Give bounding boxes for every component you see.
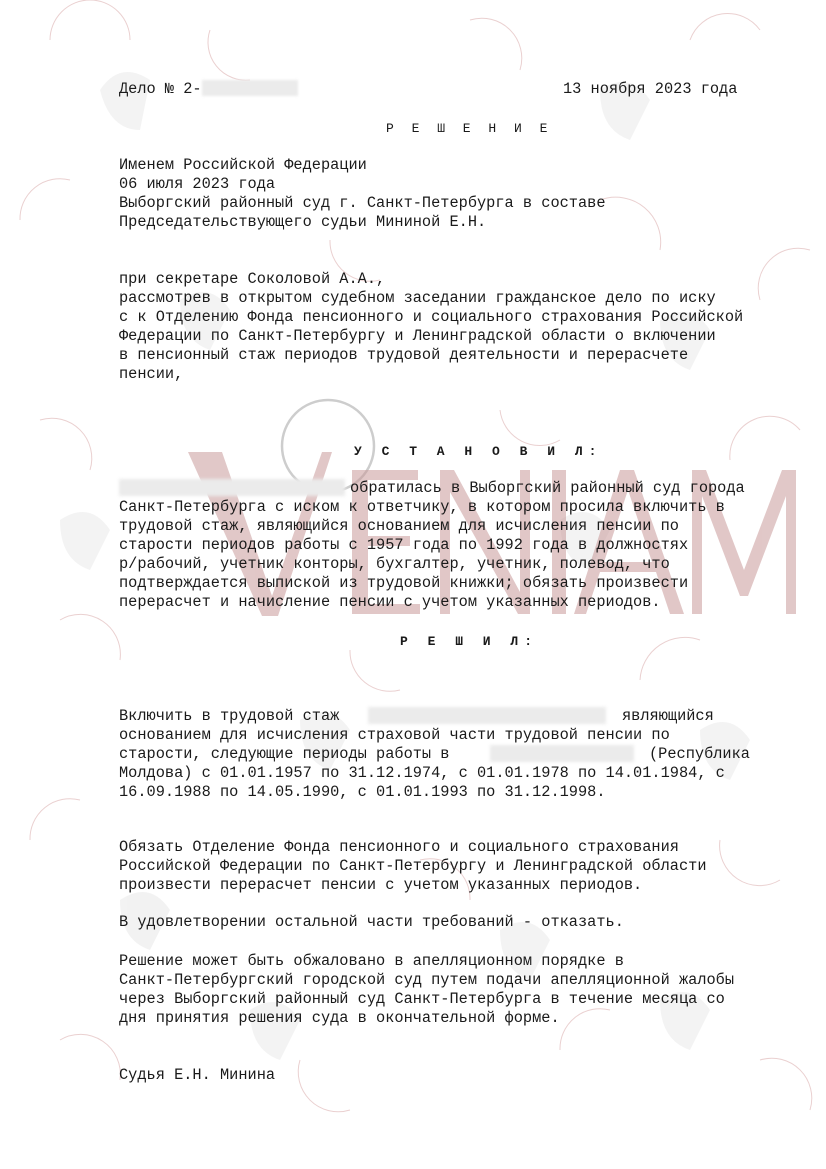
decision-p1-line-4: Молдова) с 01.01.1957 по 31.12.1974, с 01.01.1978 по 14.01.1984, с — [119, 764, 725, 782]
established-heading: У С Т А Н О В И Л: — [354, 444, 603, 459]
redacted-plaintiff-name — [119, 479, 345, 496]
established-line-5: р/рабочий, учетник конторы, бухгалтер, учетник, полевод, что — [119, 555, 670, 573]
judge-signature: Судья Е.Н. Минина — [119, 1066, 276, 1084]
established-line-4: старости периодов работы с 1957 года по 1992 года в должностях — [119, 536, 689, 554]
decision-p1-line-3-head: старости, следующие периоды работы в — [119, 745, 450, 763]
decided-heading: Р Е Ш И Л: — [400, 634, 539, 649]
decision-p2-line-2: Российской Федерации по Санкт-Петербургу и Ленинградской области — [119, 857, 707, 875]
redacted-plaintiff-name-2 — [368, 707, 606, 724]
redacted-employer-name — [490, 745, 634, 762]
consider-line-3: с к Отделению Фонда пенсионного и социального страхования Российской — [119, 308, 744, 326]
intro-line-4: Председательствующего судьи Мининой Е.Н. — [119, 213, 487, 231]
decision-p4-line-1: Решение может быть обжаловано в апелляционном порядке в — [119, 952, 624, 970]
case-number — [119, 80, 298, 99]
document-date: 13 ноября 2023 года — [563, 80, 738, 98]
decision-p1-line-1-head: Включить в трудовой стаж — [119, 707, 340, 725]
consider-line-4: Федерации по Санкт-Петербургу и Ленинградской области о включении — [119, 327, 716, 345]
established-line-7: перерасчет и начисление пенсии с учетом указанных периодов. — [119, 593, 661, 611]
consider-line-5: в пенсионный стаж периодов трудовой деятельности и перерасчете — [119, 346, 689, 364]
decision-p1-line-3-tail: (Республика — [649, 745, 750, 763]
decision-p4-line-2: Санкт-Петербургский городской суд путем подачи апелляционной жалобы — [119, 971, 735, 989]
consider-line-1: при секретаре Соколовой А.А., — [119, 270, 386, 288]
decision-p1-line-1-tail: являющийся — [622, 707, 714, 725]
decision-p1-line-5: 16.09.1988 по 14.05.1990, с 01.01.1993 по 31.12.1998. — [119, 783, 606, 801]
case-number-label: Дело № 2- — [119, 80, 202, 98]
consider-line-2: рассмотрев в открытом судебном заседании гражданское дело по иску — [119, 289, 716, 307]
redacted-case-number — [202, 80, 298, 96]
decision-p4-line-4: дня принятия решения суда в окончательной форме. — [119, 1009, 560, 1027]
decision-p2-line-3: произвести перерасчет пенсии с учетом указанных периодов. — [119, 876, 643, 894]
intro-line-3: Выборгский районный суд г. Санкт-Петербурга в составе — [119, 194, 606, 212]
decision-p2-line-1: Обязать Отделение Фонда пенсионного и социального страхования — [119, 838, 679, 856]
intro-line-1: Именем Российской Федерации — [119, 156, 367, 174]
consider-line-6: пенсии, — [119, 365, 184, 383]
document-title: Р Е Ш Е Н И Е — [386, 121, 553, 136]
established-line-1: обратилась в Выборгский районный суд города — [350, 479, 745, 497]
decision-p1-line-2: основанием для исчисления страховой части трудовой пенсии по — [119, 726, 670, 744]
established-line-2: Санкт-Петербурга с иском к ответчику, в котором просила включить в — [119, 498, 725, 516]
decision-p3-line-1: В удовлетворении остальной части требований - отказать. — [119, 913, 624, 931]
established-line-6: подтверждается выпиской из трудовой книжки; обязать произвести — [119, 574, 689, 592]
decision-p4-line-3: через Выборгский районный суд Санкт-Петербурга в течение месяца со — [119, 990, 725, 1008]
intro-line-2: 06 июля 2023 года — [119, 175, 276, 193]
established-line-3: трудовой стаж, являющийся основанием для исчисления пенсии по — [119, 517, 679, 535]
